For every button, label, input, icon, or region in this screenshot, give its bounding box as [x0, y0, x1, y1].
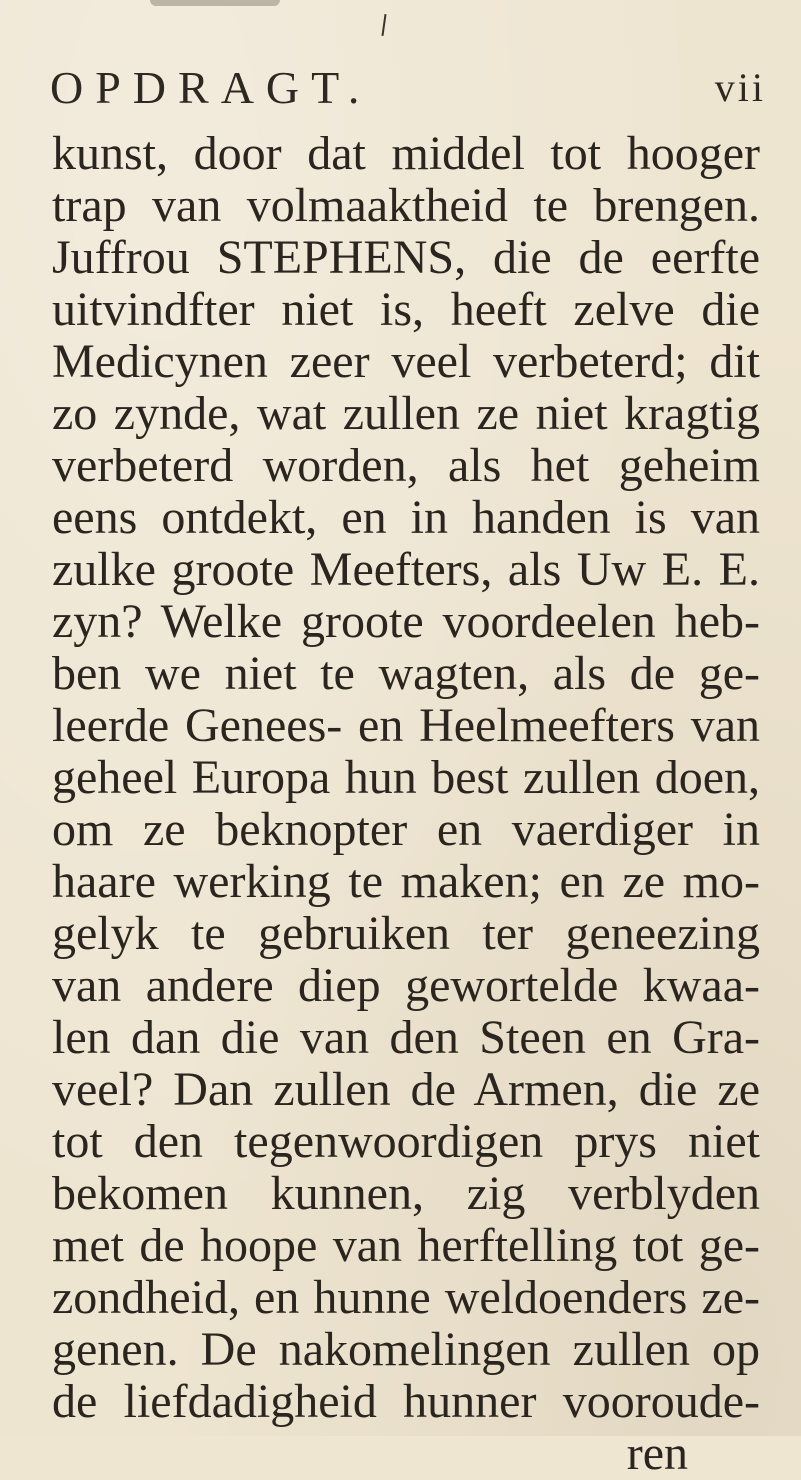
- text-line: Medicynen zeer veel verbeterd; dit: [52, 335, 760, 388]
- text-line: zyn? Welke groote voordeelen heb-: [52, 595, 760, 648]
- running-header: [40, 62, 780, 122]
- text-line: zulke groote Meefters, als Uw E. E.: [52, 543, 760, 596]
- text-line: de liefdadigheid hunner vooroude-: [52, 1375, 760, 1428]
- text-line: zondheid, en hunne weldoenders ze-: [52, 1271, 760, 1324]
- text-line: kunst, door dat middel tot hooger: [52, 127, 760, 180]
- text-line: genen. De nakomelingen zullen op: [52, 1323, 760, 1376]
- text-line: om ze beknopter en vaerdiger in: [52, 803, 760, 856]
- text-line: bekomen kunnen, zig verblyden: [52, 1167, 760, 1220]
- ink-mark: [381, 14, 386, 36]
- text-line: Juffrou STEPHENS, die de eerfte: [52, 231, 760, 284]
- text-line: zo zynde, wat zullen ze niet kragtig: [52, 387, 760, 440]
- page-number: vii: [714, 65, 766, 110]
- text-line: van andere diep gewortelde kwaa-: [52, 959, 760, 1012]
- text-line: met de hoope van herftelling tot ge-: [52, 1219, 760, 1272]
- text-line: verbeterd worden, als het geheim: [52, 439, 760, 492]
- text-line: uitvindfter niet is, heeft zelve die: [52, 283, 760, 336]
- running-title: OPDRAGT.: [50, 62, 372, 113]
- text-line: geheel Europa hun best zullen doen,: [52, 751, 760, 804]
- text-line: veel? Dan zullen de Armen, die ze: [52, 1063, 760, 1116]
- text-line: ben we niet te wagten, als de ge-: [52, 647, 760, 700]
- text-line: gelyk te gebruiken ter geneezing: [52, 907, 760, 960]
- text-line: len dan die van den Steen en Gra-: [52, 1011, 760, 1064]
- text-line: trap van volmaaktheid te brengen.: [52, 179, 760, 232]
- page-stain: [150, 0, 280, 6]
- body-text: [52, 128, 760, 1480]
- text-line: haare werking te maken; en ze mo-: [52, 855, 760, 908]
- text-line: tot den tegenwoordigen prys niet: [52, 1115, 760, 1168]
- text-line: leerde Genees- en Heelmeefters van: [52, 699, 760, 752]
- text-line: eens ontdekt, en in handen is van: [52, 491, 760, 544]
- catchword: ren: [626, 1427, 688, 1480]
